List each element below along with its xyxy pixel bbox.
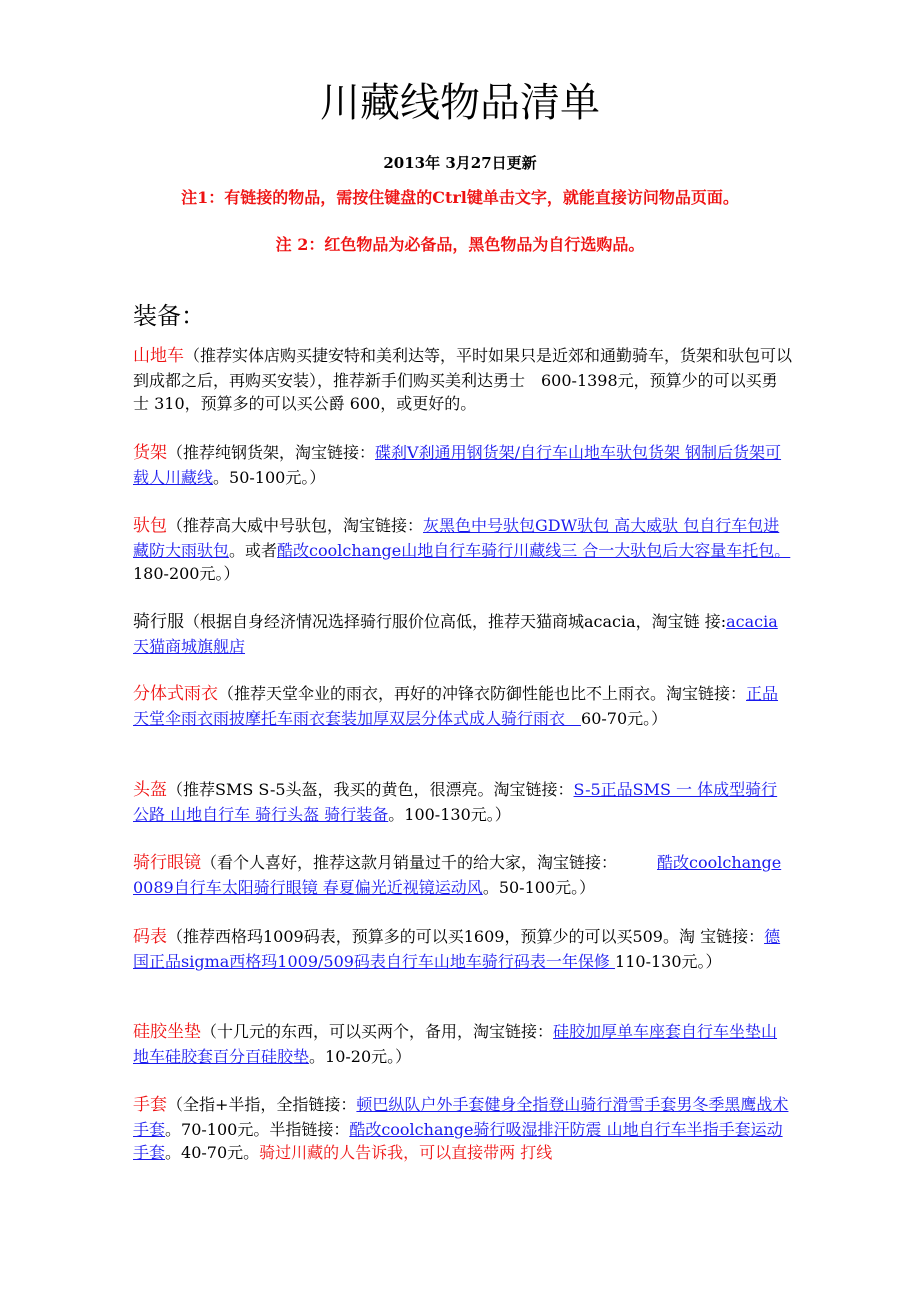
note-2: 注 2：红色物品为必备品，黑色物品为自行选购品。 — [275, 235, 645, 254]
item-description: （根据自身经济情况选择骑行服价位高低，推荐天猫商城acacia，淘宝链 接: — [184, 612, 727, 631]
price-text: 。70-100元。半指链接： — [165, 1119, 350, 1139]
tmall-store-link[interactable]: acacia天猫商城旗舰店 — [133, 612, 778, 656]
item-cycling-jersey — [133, 610, 793, 658]
item-name: 骑行服 — [133, 612, 184, 632]
item-description: （推荐天堂伞业的雨衣，再好的冲锋衣防御性能也比不上雨衣。淘宝链接： — [218, 684, 747, 703]
item-description: （全指+半指，全指链接： — [167, 1095, 357, 1114]
item-name: 码表 — [133, 927, 167, 947]
item-name: 山地车 — [133, 346, 184, 366]
price-text: 180-200元。） — [133, 564, 240, 583]
taobao-link[interactable]: 正品天堂伞雨衣雨披摩托车雨衣套装加厚双层分体式成人骑行雨衣 — [133, 684, 779, 728]
item-gel-seat-cover — [133, 1020, 793, 1068]
item-description: （推荐西格玛1009码表，预算多的可以买1609，预算少的可以买509。淘 宝链接： — [167, 927, 765, 946]
item-name: 硅胶坐垫 — [133, 1022, 201, 1042]
item-raincoat — [133, 682, 793, 730]
taobao-link[interactable]: 德国正品sigma西格玛1009/509码表自行车山地车骑行码表一年保修 — [133, 927, 781, 971]
price-text: 110-130元。） — [615, 951, 722, 971]
item-name: 手套 — [133, 1095, 167, 1115]
item-name: 货架 — [133, 443, 167, 463]
item-cycle-computer — [133, 925, 793, 973]
taobao-link[interactable]: 硅胶加厚单车座套自行车坐垫山地车硅胶套百分百硅胶垫 — [133, 1022, 778, 1066]
taobao-link[interactable]: 酷改coolchange 0089自行车太阳骑行眼镜 春夏偏光近视镜运动风 — [133, 853, 782, 897]
item-name: 骑行眼镜 — [133, 853, 201, 873]
item-description: （十几元的东西，可以买两个，备用，淘宝链接： — [201, 1022, 554, 1041]
item-rack — [133, 441, 793, 489]
connector-text: 。或者 — [229, 540, 278, 560]
taobao-link[interactable]: S-5正品SMS 一 体成型骑行公路 山地自行车 骑行头盔 骑行装备 — [133, 780, 778, 824]
half-finger-glove-link[interactable]: 酷改coolchange骑行吸湿排汗防震 山地自行车半指手套运动手套 — [133, 1119, 783, 1162]
item-cycling-glasses — [133, 851, 793, 899]
section-heading-equipment: 装备： — [133, 302, 205, 330]
item-name: 分体式雨衣 — [133, 684, 218, 704]
item-name: 驮包 — [133, 516, 167, 536]
price-text-2: 。40-70元。 — [165, 1143, 260, 1162]
item-description: （推荐实体店购买捷安特和美利达等，平时如果只是近郊和通勤骑车，货架和驮包可以到成都之后，再购买安装），推荐新手们购买美利达勇士 600-1398元，预算少的可以买勇士 310，预算多的可以买公爵 600，或更好的。 — [133, 346, 793, 413]
taobao-link-2[interactable]: 酷改coolchange山地自行车骑行川藏线三 合一大驮包后大容量车托包。 — [277, 540, 791, 560]
taobao-link[interactable]: 碟刹V刹通用钢货架/自行车山地车驮包货架 钢制后货架可载人川藏线 — [133, 443, 782, 487]
price-text: 。50-100元。） — [213, 467, 326, 487]
page-title: 川藏线物品清单 — [320, 80, 600, 126]
item-description: （看个人喜好，推荐这款月销量过千的给大家，淘宝链接： — [201, 853, 658, 872]
item-description: （推荐SMS S-5头盔，我买的黄色，很漂亮。淘宝链接： — [167, 780, 574, 799]
price-text: 。50-100元。） — [482, 877, 596, 897]
advice-text: 骑过川藏的人告诉我，可以直接带两 打线 — [259, 1143, 553, 1162]
item-name: 头盔 — [133, 780, 167, 800]
item-pannier — [133, 514, 793, 586]
update-date: 2013年 3月27日更新 — [383, 154, 537, 172]
item-description: （推荐纯钢货架，淘宝链接： — [167, 443, 376, 462]
item-mountain-bike — [133, 344, 793, 416]
item-description: （推荐高大威中号驮包，淘宝链接： — [167, 516, 424, 535]
item-gloves — [133, 1093, 793, 1165]
taobao-link[interactable]: 灰黑色中号驮包GDW驮包 高大威驮 包自行车包进藏防大雨驮包 — [133, 516, 780, 560]
note-1: 注1：有链接的物品，需按住键盘的Ctrl键单击文字，就能直接访问物品页面。 — [181, 188, 739, 207]
price-text: 。10-20元。） — [309, 1046, 412, 1066]
full-finger-glove-link[interactable]: 顿巴纵队户外手套健身全指登山骑行滑雪手套男冬季黑鹰战术手套 — [133, 1095, 789, 1139]
price-text: 60-70元。） — [581, 708, 668, 728]
price-text: 。100-130元。） — [388, 804, 511, 824]
item-helmet — [133, 778, 793, 826]
